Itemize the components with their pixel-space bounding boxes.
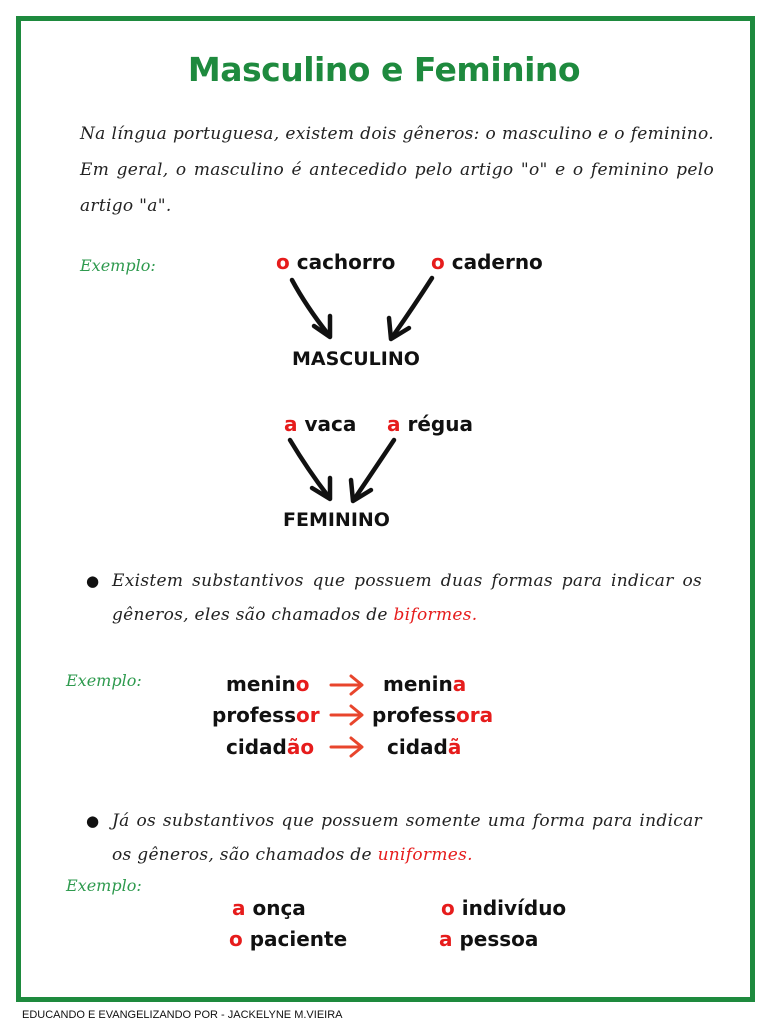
arrow-vaca-feminino: [290, 440, 328, 496]
uniformes-text: Já os substantivos que possuem somente uma forma para indicar os gêneros, são chamados de: [112, 811, 702, 865]
noun: vaca: [304, 412, 357, 436]
pair-f-2: [372, 703, 493, 727]
intro-paragraph: Na língua portuguesa, existem dois gêneros: o masculino e o feminino. Em geral, o masculino é antecedido pelo artigo "o" e o feminino pelo artigo "a".: [80, 124, 714, 216]
uniform-word-3: [229, 927, 347, 951]
article: a: [284, 412, 298, 436]
noun: régua: [407, 412, 473, 436]
stem: cidad: [226, 735, 287, 759]
biformes-term: biformes.: [393, 605, 478, 625]
feminino-label: FEMININO: [283, 509, 390, 531]
article: a: [232, 896, 246, 920]
ending: ora: [456, 703, 494, 727]
bullet-dot: ●: [86, 812, 100, 830]
noun: indivíduo: [461, 896, 567, 920]
arrow-caderno-masculino: [393, 278, 432, 336]
example-label: Exemplo:: [80, 256, 156, 275]
stem: profess: [212, 703, 296, 727]
pair-f-3: [387, 735, 461, 759]
masculino-label: MASCULINO: [292, 348, 420, 370]
footer-credit: EDUCANDO E EVANGELIZANDO POR - JACKELYNE M.VIEIRA: [22, 1009, 343, 1021]
stem: menin: [383, 672, 453, 696]
arrow-orange-1: [331, 676, 362, 694]
uniform-word-1: [232, 896, 306, 920]
stem: cidad: [387, 735, 448, 759]
arrow-orange-2: [331, 706, 362, 724]
ending: or: [296, 703, 320, 727]
bullet-dot: ●: [86, 572, 100, 590]
noun: pessoa: [459, 927, 539, 951]
noun: cachorro: [296, 250, 396, 274]
article: o: [229, 927, 243, 951]
stem: menin: [226, 672, 296, 696]
ending: o: [295, 672, 310, 696]
article: a: [439, 927, 453, 951]
bullet-uniformes: [88, 804, 702, 872]
example-label: Exemplo:: [66, 876, 142, 895]
article: o: [441, 896, 455, 920]
article: a: [387, 412, 401, 436]
ending: ão: [286, 735, 315, 759]
noun: onça: [252, 896, 306, 920]
example-label: Exemplo:: [66, 671, 142, 690]
article: o: [276, 250, 290, 274]
arrow-regua-feminino: [355, 440, 394, 498]
pair-m-3: [226, 735, 314, 759]
biformes-text: Existem substantivos que possuem duas formas para indicar os gêneros, eles são chamados de: [112, 571, 702, 625]
uniform-word-2: [441, 896, 566, 920]
page-title: Masculino e Feminino: [187, 50, 581, 89]
ending: ã: [447, 735, 462, 759]
uniformes-term: uniformes.: [377, 845, 473, 865]
pair-f-1: [383, 672, 466, 696]
uniform-word-4: [439, 927, 538, 951]
ending: a: [452, 672, 467, 696]
bullet-biformes: [88, 564, 702, 632]
pair-m-2: [212, 703, 320, 727]
arrow-cachorro-masculino: [292, 280, 328, 334]
stem: profess: [372, 703, 456, 727]
noun: caderno: [451, 250, 543, 274]
pair-m-1: [226, 672, 310, 696]
article: o: [431, 250, 445, 274]
noun: paciente: [249, 927, 348, 951]
arrow-orange-3: [331, 738, 362, 756]
